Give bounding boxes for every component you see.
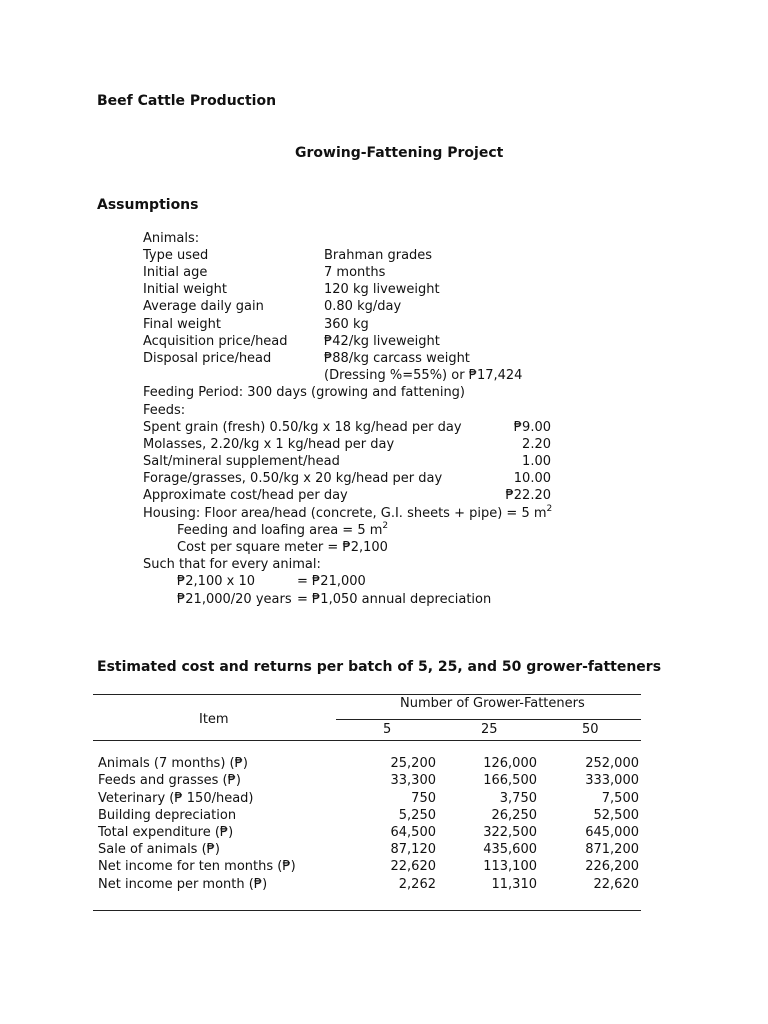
column-header-25: 25	[481, 722, 498, 737]
table-cell: 2,262	[398, 877, 436, 892]
table-cell: 166,500	[483, 773, 537, 788]
feed-row-value: 1.00	[522, 454, 551, 469]
table-cell: 26,250	[491, 808, 537, 823]
table-cell: 126,000	[483, 756, 537, 771]
housing-line	[143, 506, 552, 521]
housing-text: Housing: Floor area/head (concrete, G.I. sheets + pipe) = 5 m	[143, 506, 547, 521]
table-cell: 7,500	[601, 791, 639, 806]
table-row-item: Animals (7 months) (₱)	[98, 756, 248, 771]
column-header-5: 5	[383, 722, 392, 737]
table-row-item: Building depreciation	[98, 808, 237, 823]
animal-row-label: Initial weight	[143, 282, 227, 297]
housing-calc1-left: ₱2,100 x 10	[177, 574, 255, 589]
animal-row-label: Type used	[143, 248, 209, 263]
animal-row-label: Acquisition price/head	[143, 334, 288, 349]
housing-calc1-right: = ₱21,000	[297, 574, 366, 589]
table-cell: 33,300	[390, 773, 436, 788]
table-cell: 871,200	[585, 842, 639, 857]
table-cell: 333,000	[585, 773, 639, 788]
table-bottom-rule	[93, 910, 641, 911]
table-cell: 322,500	[483, 825, 537, 840]
table-header-rule	[93, 740, 641, 741]
animal-row-value: (Dressing %=55%) or ₱17,424	[324, 368, 523, 383]
animal-row-label: Initial age	[143, 265, 208, 280]
feed-row-label: Molasses, 2.20/kg x 1 kg/head per day	[143, 437, 395, 452]
feed-row-value: 10.00	[513, 471, 551, 486]
feed-row-value: ₱22.20	[505, 488, 551, 503]
feed-row-value: 2.20	[522, 437, 551, 452]
animal-row-value: 120 kg liveweight	[324, 282, 440, 297]
table-cell: 435,600	[483, 842, 537, 857]
table-cell: 64,500	[390, 825, 436, 840]
animal-row-value: Brahman grades	[324, 248, 433, 263]
project-subtitle: Growing-Fattening Project	[295, 145, 504, 161]
animals-label: Animals:	[143, 231, 200, 246]
animal-row-label: Final weight	[143, 317, 221, 332]
housing-area-superscript: 2	[382, 521, 389, 531]
table-row-item: Veterinary (₱ 150/head)	[98, 791, 254, 806]
animal-row-value: 0.80 kg/day	[324, 299, 402, 314]
table-row-item: Net income per month (₱)	[98, 877, 268, 892]
table-top-rule	[93, 694, 641, 695]
housing-cost: Cost per square meter = ₱2,100	[177, 540, 388, 555]
table-cell: 52,500	[593, 808, 639, 823]
table-cell: 11,310	[491, 877, 537, 892]
animal-row-value: ₱42/kg liveweight	[324, 334, 440, 349]
feed-row-value: ₱9.00	[513, 420, 551, 435]
housing-superscript: 2	[546, 504, 553, 514]
table-cell: 252,000	[585, 756, 639, 771]
housing-such: Such that for every animal:	[143, 557, 321, 572]
column-header-50: 50	[582, 722, 599, 737]
item-column-header: Item	[199, 712, 229, 727]
animal-row-value: 7 months	[324, 265, 386, 280]
table-row-item: Feeds and grasses (₱)	[98, 773, 241, 788]
animal-row-label: Disposal price/head	[143, 351, 272, 366]
table-cell: 750	[411, 791, 436, 806]
table-row-item: Net income for ten months (₱)	[98, 859, 296, 874]
feeds-label: Feeds:	[143, 403, 186, 418]
table-heading: Estimated cost and returns per batch of 5, 25, and 50 grower-fatteners	[97, 659, 662, 675]
table-cell: 87,120	[390, 842, 436, 857]
feed-row-label: Salt/mineral supplement/head	[143, 454, 340, 469]
table-cell: 3,750	[499, 791, 537, 806]
animal-row-value: 360 kg	[324, 317, 369, 332]
table-cell: 645,000	[585, 825, 639, 840]
group-column-header: Number of Grower-Fatteners	[400, 696, 585, 711]
feeding-period: Feeding Period: 300 days (growing and fattening)	[143, 385, 466, 400]
housing-area-text: Feeding and loafing area = 5 m	[177, 523, 383, 538]
feed-row-label: Approximate cost/head per day	[143, 488, 348, 503]
housing-area	[177, 523, 388, 538]
table-cell: 25,200	[390, 756, 436, 771]
table-row-item: Total expenditure (₱)	[98, 825, 234, 840]
assumptions-heading: Assumptions	[97, 197, 199, 213]
table-row-item: Sale of animals (₱)	[98, 842, 221, 857]
table-cell: 22,620	[390, 859, 436, 874]
housing-calc2-right: = ₱1,050 annual depreciation	[297, 592, 492, 607]
animal-row-label: Average daily gain	[143, 299, 264, 314]
feed-row-label: Spent grain (fresh) 0.50/kg x 18 kg/head per day	[143, 420, 462, 435]
document-title: Beef Cattle Production	[97, 93, 277, 109]
table-cell: 226,200	[585, 859, 639, 874]
animal-row-value: ₱88/kg carcass weight	[324, 351, 470, 366]
feed-row-label: Forage/grasses, 0.50/kg x 20 kg/head per day	[143, 471, 443, 486]
table-cell: 5,250	[398, 808, 436, 823]
group-header-rule	[336, 719, 641, 720]
housing-calc2-left: ₱21,000/20 years	[177, 592, 292, 607]
table-cell: 113,100	[483, 859, 537, 874]
table-cell: 22,620	[593, 877, 639, 892]
